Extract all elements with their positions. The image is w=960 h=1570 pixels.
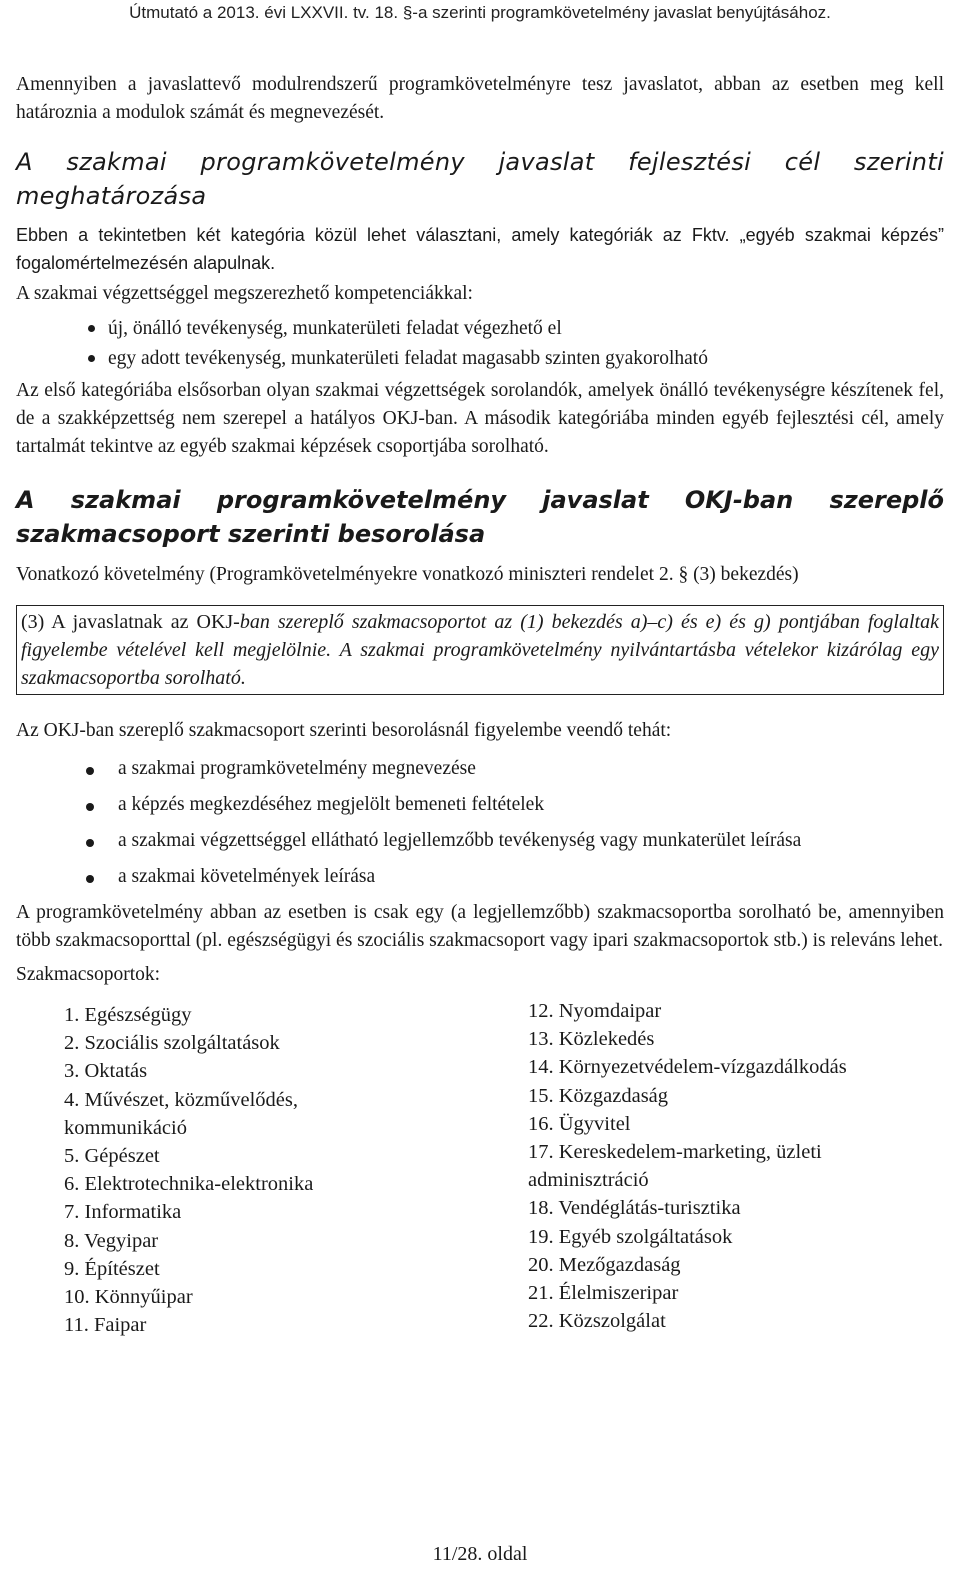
section-heading-development-goal: A szakmai programkövetelmény javaslat fejlesztési cél szerinti meghatározása <box>16 148 944 210</box>
running-header: Útmutató a 2013. évi LXXVII. tv. 18. §-a szerinti programkövetelmény javaslat benyújtásához. <box>129 3 831 22</box>
bullet-item: a szakmai végzettséggel ellátható legjellemzőbb tevékenység vagy munkaterület leírása <box>16 827 944 855</box>
group-item: 10. Könnyűipar <box>64 1286 193 1309</box>
regulation-quote-italic: ban szereplő szakmacsoportot az (1) bekezdés a)–c) és e) és g) pontjában foglaltak figyelembe vételével kell megjelölnie. A szakmai programkövetelmény nyilvántartásba vételekor kizárólag egy szakmacsoportba sorolható. <box>21 611 939 689</box>
bullet-item: új, önálló tevékenység, munkaterületi feladat végezhető el <box>16 314 944 344</box>
group-item: 19. Egyéb szolgáltatások <box>528 1225 733 1248</box>
intro-paragraph: Amennyiben a javaslattevő modulrendszerű programkövetelményre tesz javaslatot, abban az esetben meg kell határoznia a modulok számát és megnevezését. <box>16 74 944 123</box>
classification-criteria-intro: Az OKJ-ban szereplő szakmacsoport szerinti besorolásnál figyelembe veendő tehát: <box>16 720 672 741</box>
regulation-quote-box <box>16 605 944 695</box>
section-heading-okj-classification: A szakmai programkövetelmény javaslat OKJ-ban szereplő szakmacsoport szerinti besorolása <box>16 486 944 548</box>
classification-criteria-list <box>16 755 944 891</box>
groups-column-left <box>64 1001 384 1339</box>
requirement-reference: Vonatkozó követelmény (Programkövetelményekre vonatkozó miniszteri rendelet 2. § (3) bekezdés) <box>16 564 799 585</box>
group-item: 13. Közlekedés <box>528 1028 655 1051</box>
group-item: 6. Elektrotechnika-elektronika <box>64 1173 314 1196</box>
bullet-item: a szakmai követelmények leírása <box>16 863 944 891</box>
group-item: 11. Faipar <box>64 1314 147 1337</box>
groups-list-right <box>528 997 938 1335</box>
groups-label: Szakmacsoportok: <box>16 964 161 985</box>
bullet-item: a képzés megkezdéséhez megjelölt bemeneti feltételek <box>16 791 944 819</box>
group-item: 17. Kereskedelem-marketing, üzleti adminisztráció <box>528 1141 822 1192</box>
group-item: 7. Informatika <box>64 1201 182 1224</box>
section1-paragraph-categories: Ebben a tekintetben két kategória közül lehet választani, amely kategóriák az Fktv. „egyéb szakmai képzés” fogalomértelmezésén alapulnak. <box>16 225 944 273</box>
group-item: 4. Művészet, közművelődés, kommunikáció <box>64 1088 298 1139</box>
bullet-item: egy adott tevékenység, munkaterületi feladat magasabb szinten gyakorolható <box>16 344 944 374</box>
group-item: 5. Gépészet <box>64 1145 160 1168</box>
competency-bullet-list <box>16 314 944 374</box>
group-item: 20. Mezőgazdaság <box>528 1253 681 1276</box>
groups-column-right <box>528 997 938 1335</box>
group-item: 2. Szociális szolgáltatások <box>64 1032 280 1055</box>
group-item: 12. Nyomdaipar <box>528 1000 662 1022</box>
group-item: 16. Ügyvitel <box>528 1112 631 1135</box>
bullet-item: a szakmai programkövetelmény megnevezése <box>16 755 944 783</box>
single-group-rule-paragraph: A programkövetelmény abban az esetben is csak egy (a legjellemzőbb) szakmacsoportba sorolható be, amennyiben több szakmacsoporttal (pl. egészségügyi és szociális szakmacsoport vagy ipari szakmacsoportok stb.) is releváns lehet. <box>16 902 944 951</box>
page-number: 11/28. oldal <box>432 1543 528 1565</box>
group-item: 9. Építészet <box>64 1257 160 1280</box>
regulation-quote-lead: (3) A javaslatnak az OKJ- <box>21 611 240 633</box>
section1-paragraph-competencies: A szakmai végzettséggel megszerezhető kompetenciákkal: <box>16 283 473 304</box>
section1-paragraph-categories-explained: Az első kategóriába elsősorban olyan szakmai végzettségek sorolandók, amelyek önálló tevékenységre készítenek fel, de a szakképzettség nem szerepel a hatályos OKJ-ban. A második kategóriába minden egyéb fejlesztési cél, amely tartalmát tekintve az egyéb szakmai képzések csoportjába sorolható. <box>16 380 944 457</box>
professional-groups <box>16 997 944 1347</box>
group-item: 21. Élelmiszeripar <box>528 1282 679 1305</box>
group-item: 15. Közgazdaság <box>528 1084 669 1107</box>
group-item: 8. Vegyipar <box>64 1229 159 1252</box>
group-item: 14. Környezetvédelem-vízgazdálkodás <box>528 1056 847 1079</box>
group-item: 1. Egészségügy <box>64 1004 192 1026</box>
document-page <box>16 0 944 1347</box>
group-item: 3. Oktatás <box>64 1060 148 1083</box>
group-item: 22. Közszolgálat <box>528 1310 666 1333</box>
group-item: 18. Vendéglátás-turisztika <box>528 1197 741 1220</box>
groups-list-left <box>64 1001 384 1339</box>
